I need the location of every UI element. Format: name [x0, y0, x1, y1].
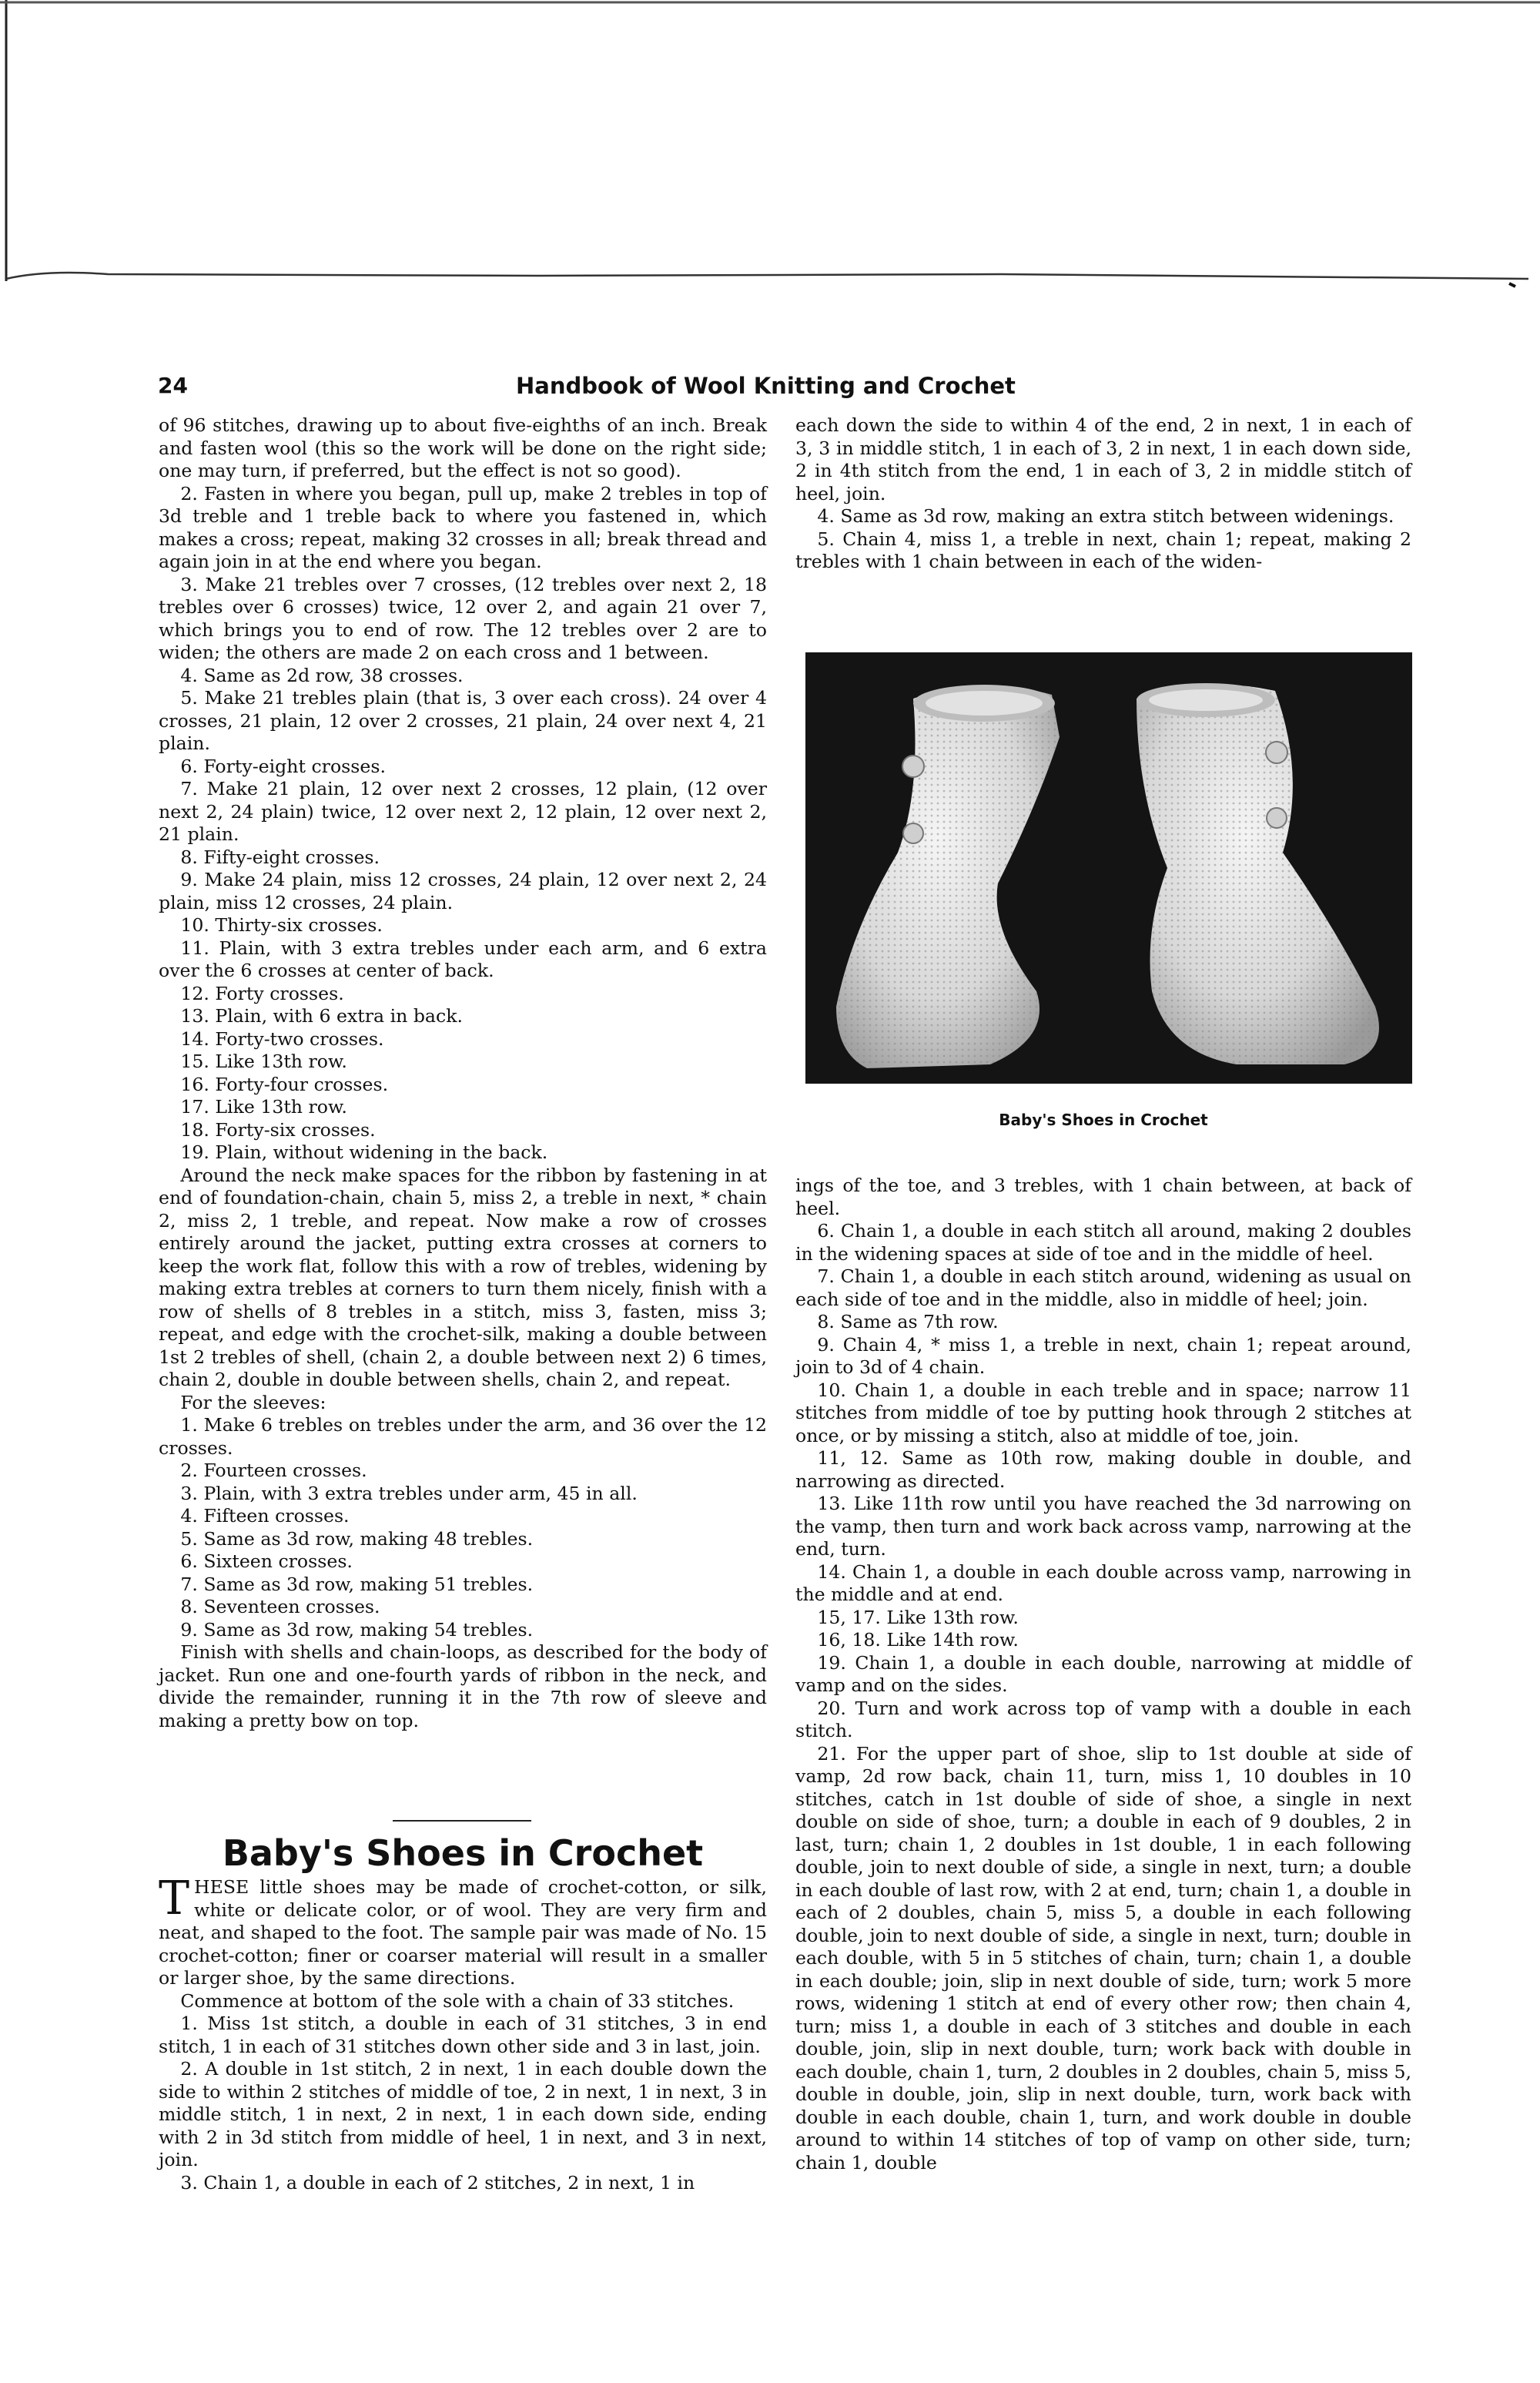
paragraph: Around the neck make spaces for the ribbon by fastening in at end of foundation-chain, chain 5, miss 2, a treble in next, * chain 2, miss 2, 1 treble, and repeat. Now make a row of crosses entirely around the jacket, putting extra crosses at corners to keep the work flat, follow this with a row of trebles, widening by making extra trebles at corners to turn them nicely, finish with a row of shells of 8 trebles in a stitch, miss 3, fasten, miss 3; repeat, and edge with the crochet-silk, making a double between 1st 2 trebles of shell, (chain 2, a double between next 2) 6 times, chain 2, double in double between shells, chain 2, and repeat.: [159, 1164, 767, 1390]
paragraph: 7. Same as 3d row, making 51 trebles.: [180, 1573, 534, 1595]
paragraph: ings of the toe, and 3 trebles, with 1 chain between, at back of heel.: [795, 1175, 1411, 1219]
paragraph: 3. Chain 1, a double in each of 2 stitches, 2 in next, 1 in: [180, 2171, 695, 2194]
right-column-text: [795, 1175, 1411, 2174]
paragraph: 9. Make 24 plain, miss 12 crosses, 24 plain, 12 over next 2, 24 plain, miss 12 crosses, 24 plain.: [159, 869, 767, 913]
paragraph: 6. Forty-eight crosses.: [180, 755, 386, 777]
paragraph: 10. Thirty-six crosses.: [180, 914, 383, 936]
paragraph: 6. Chain 1, a double in each stitch all around, making 2 doubles in the widening spaces at side of toe and in the middle of heel.: [795, 1220, 1411, 1265]
paragraph: 14. Chain 1, a double in each double across vamp, narrowing in the middle and at end.: [795, 1560, 1411, 1605]
paragraph: 18. Forty-six crosses.: [180, 1118, 376, 1141]
paragraph: 9. Chain 4, * miss 1, a treble in next, chain 1; repeat around, join to 3d of 4 chain.: [795, 1333, 1411, 1378]
figure-caption: Baby's Shoes in Crochet: [999, 1111, 1208, 1129]
paragraph: of 96 stitches, drawing up to about five-eighths of an inch. Break and fasten wool (this so the work will be done on the right side; one may turn, if preferred, but the effect is not so good).: [159, 414, 767, 481]
paragraph: 13. Like 11th row until you have reached the 3d narrowing on the vamp, then turn and work back across vamp, narrowing at the end, turn.: [795, 1493, 1411, 1560]
running-title: Handbook of Wool Knitting and Crochet: [516, 373, 1016, 399]
section-title: Baby's Shoes in Crochet: [222, 1832, 704, 1874]
paragraph: 5. Chain 4, miss 1, a treble in next, chain 1; repeat, making 2 trebles with 1 chain between in each of the widen-: [795, 528, 1411, 572]
paragraph: 4. Same as 2d row, 38 crosses.: [180, 664, 464, 686]
paragraph: 13. Plain, with 6 extra in back.: [180, 1005, 464, 1027]
right-column-top-text: [795, 414, 1411, 574]
section-divider: [393, 1820, 531, 1822]
paragraph: For the sleeves:: [180, 1391, 326, 1413]
paragraph: 8. Fifty-eight crosses.: [180, 846, 380, 868]
intro-paragraph: [159, 1872, 767, 1990]
paragraph: 21. For the upper part of shoe, slip to 1st double at side of vamp, 2d row back, chain 11, turn, miss 1, 10 doubles in 10 stitches, catch in 1st double of side of shoe, a single in next double on side of shoe, turn; a double in each of 9 doubles, 2 in last, turn; chain 1, 2 doubles in 1st double, 1 in each following double, join to next double of side, a single in next, turn; a double in each double of last row, with 2 at end, turn; chain 1, a double in each of 2 doubles, chain 5, miss 5, a double in each following double, join to next double of side, a single in next, turn; double in each double, with 5 in 5 stitches of chain, turn; chain 1, a double in each double; join, slip in next double of side, turn; work 5 more rows, widening 1 stitch at end of every other row; then chain 4, turn; miss 1, a double in each of 3 stitches and double in each double, join, slip in next double, turn; work back with double in each double, chain 1, turn, 2 doubles in 2 doubles, chain 5, miss 5, double in double, join, slip in next double, turn, work back with double in each double, chain 1, turn, and work double in double around to within 14 stitches of top of vamp on other side, turn; chain 1, double: [795, 1742, 1412, 2174]
shoes-intro-text: [159, 1872, 767, 2194]
paragraph: 3. Make 21 trebles over 7 crosses, (12 trebles over next 2, 18 trebles over 6 crosses) twice, 12 over 2, and again 21 over 7, which brings you to end of row. The 12 trebles over 2 are to widen; the others are made 2 on each cross and 1 between.: [159, 573, 767, 663]
paragraph: 16. Forty-four crosses.: [180, 1073, 389, 1095]
paragraph: 2. Fourteen crosses.: [180, 1460, 367, 1481]
paragraph: 17. Like 13th row.: [180, 1096, 347, 1118]
paragraph: 15. Like 13th row.: [180, 1051, 347, 1072]
drop-cap: T: [159, 1872, 190, 1926]
paragraph: 5. Make 21 trebles plain (that is, 3 over each cross). 24 over 4 crosses, 21 plain, 12 over 2 crosses, 21 plain, 24 over next 4, 21 plain.: [159, 687, 767, 754]
scan-border-marks: [0, 0, 1540, 293]
page-number: 24: [158, 373, 188, 398]
baby-shoes-photo: [805, 652, 1412, 1084]
paragraph: 20. Turn and work across top of vamp with a double in each stitch.: [795, 1697, 1411, 1741]
paragraph: 15, 17. Like 13th row.: [817, 1606, 1019, 1628]
paragraph: 7. Make 21 plain, 12 over next 2 crosses, 12 plain, (12 over next 2, 24 plain) twice, 12 over next 2, 12 plain, 12 over next 2, 21 plain.: [159, 778, 767, 845]
paragraph: 5. Same as 3d row, making 48 trebles.: [180, 1527, 534, 1550]
left-column-text: [159, 414, 767, 1732]
paragraph: 8. Same as 7th row.: [817, 1311, 999, 1332]
paragraph: 14. Forty-two crosses.: [180, 1027, 384, 1050]
paragraph: Finish with shells and chain-loops, as described for the body of jacket. Run one and one-fourth yards of ribbon in the neck, and divide the remainder, running it in the 7th row of sleeve and making a pretty bow on top.: [159, 1641, 767, 1731]
paragraph: 8. Seventeen crosses.: [180, 1596, 380, 1617]
paragraph: 1. Miss 1st stitch, a double in each of 31 stitches, 3 in end stitch, 1 in each of 31 stitches down other side and 3 in last, join.: [159, 2013, 767, 2057]
paragraph: 11, 12. Same as 10th row, making double in double, and narrowing as directed.: [795, 1447, 1411, 1492]
paragraph: 3. Plain, with 3 extra trebles under arm, 45 in all.: [180, 1482, 638, 1504]
paragraph: 9. Same as 3d row, making 54 trebles.: [180, 1618, 534, 1641]
page-header: [158, 373, 1421, 404]
paragraph: Commence at bottom of the sole with a chain of 33 stitches.: [180, 1989, 735, 2012]
intro-text: HESE little shoes may be made of crochet-cotton, or silk, white or delicate color, or of wool. They are very firm and neat, and shaped to the foot. The sample pair was made of No. 15 crochet-cotton; finer or coarser material will result in a smaller or larger shoe, by the same directions.: [159, 1876, 767, 1989]
paragraph: 12. Forty crosses.: [180, 982, 344, 1004]
paragraph: 6. Sixteen crosses.: [180, 1550, 353, 1572]
paragraph: 7. Chain 1, a double in each stitch around, widening as usual on each side of toe and in the middle, also in middle of heel; join.: [795, 1265, 1411, 1310]
paragraph: 1. Make 6 trebles on trebles under the arm, and 36 over the 12 crosses.: [159, 1414, 767, 1459]
paragraph: 19. Plain, without widening in the back.: [180, 1141, 548, 1163]
paragraph: 19. Chain 1, a double in each double, narrowing at middle of vamp and on the sides.: [795, 1651, 1411, 1696]
paragraph: 16, 18. Like 14th row.: [817, 1629, 1019, 1651]
paragraph: 11. Plain, with 3 extra trebles under each arm, and 6 extra over the 6 crosses at center of back.: [159, 937, 767, 981]
paragraph: 4. Same as 3d row, making an extra stitch between widenings.: [817, 505, 1394, 527]
paragraph: each down the side to within 4 of the end, 2 in next, 1 in each of 3, 3 in middle stitch, 1 in each of 3, 2 in next, 1 in each down side, 2 in 4th stitch from the end, 1 in each of 3, 2 in middle stitch of heel, join.: [795, 414, 1411, 504]
paragraph: 10. Chain 1, a double in each treble and in space; narrow 11 stitches from middle of toe by putting hook through 2 stitches at once, or by missing a stitch, also at middle of toe, join.: [795, 1379, 1411, 1446]
paragraph: 2. Fasten in where you began, pull up, make 2 trebles in top of 3d treble and 1 treble back to where you fastened in, which makes a cross; repeat, making 32 crosses in all; break thread and again join in at the end where you began.: [159, 482, 767, 572]
paragraph: 2. A double in 1st stitch, 2 in next, 1 in each double down the side to within 2 stitches of middle of toe, 2 in next, 1 in next, 3 in middle stitch, 1 in next, 2 in next, 1 in each down side, ending with 2 in 3d stitch from middle of heel, 1 in next, and 3 in next, join.: [159, 2058, 767, 2170]
paragraph: 4. Fifteen crosses.: [180, 1505, 350, 1527]
